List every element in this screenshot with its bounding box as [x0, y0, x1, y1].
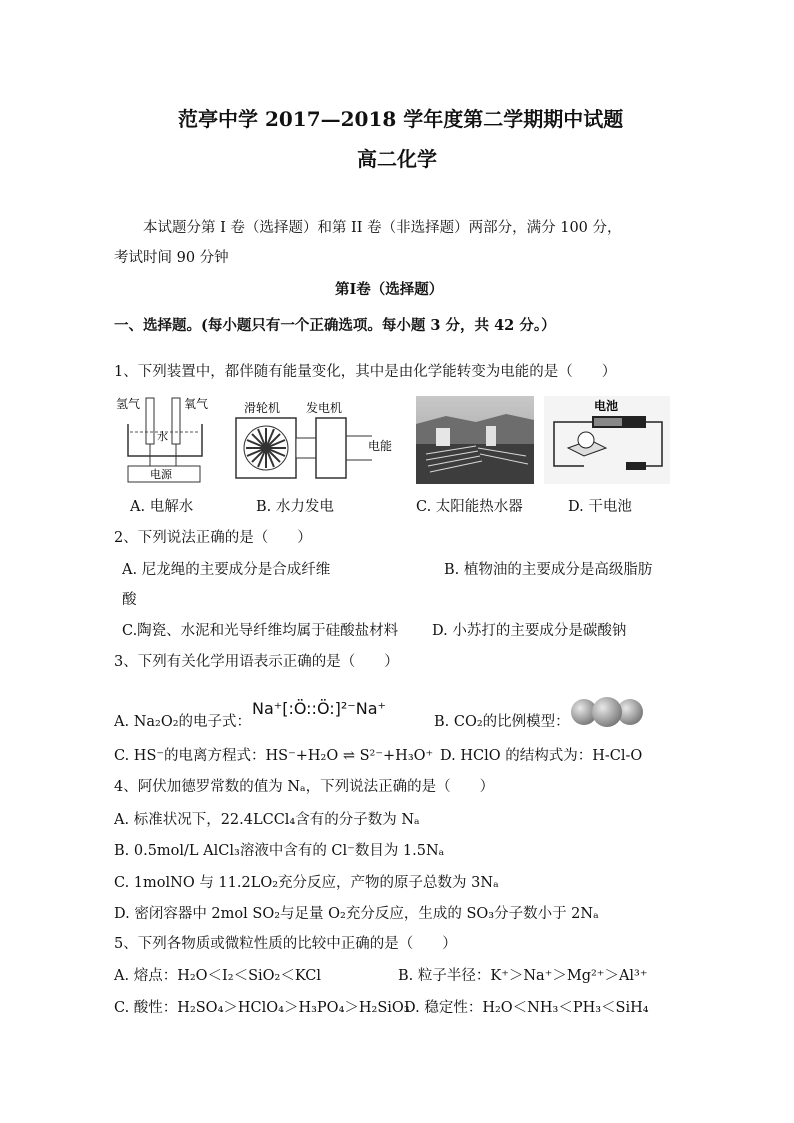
page-subtitle: 高二化学 — [357, 147, 437, 171]
fig-a-water-label: 水 — [157, 430, 168, 443]
q1-option-b: B. 水力发电 — [256, 499, 334, 515]
na2o2-electron-formula: Na⁺[:Ö::Ö:]²⁻Na⁺ — [252, 699, 386, 718]
q2-stem: 2、下列说法正确的是（ ） — [114, 530, 312, 546]
co2-space-filling-model — [570, 696, 646, 728]
q2-option-a: A. 尼龙绳的主要成分是合成纤维 — [122, 562, 331, 578]
q2-option-b-continued: 酸 — [122, 592, 137, 608]
q1-stem: 1、下列装置中，都伴随有能量变化，其中是由化学能转变为电能的是（ ） — [114, 364, 617, 380]
q4-option-d: D. 密闭容器中 2mol SO₂与足量 O₂充分反应，生成的 SO₃分子数小于 2Nₐ — [114, 906, 599, 922]
q1-option-d: D. 干电池 — [568, 499, 632, 515]
q4-option-c: C. 1molNO 与 11.2LO₂充分反应，产物的原子总数为 3Nₐ — [114, 875, 499, 891]
fig-a-hydrogen-label: 氢气 — [116, 397, 141, 411]
dry-cell-figure — [544, 396, 670, 484]
q3-option-c: C. HS⁻的电离方程式：HS⁻+H₂O ⇌ S²⁻+H₃O⁺ — [114, 748, 434, 764]
part-heading: 一、选择题。(每小题只有一个正确选项。每小题 3 分，共 42 分。） — [114, 317, 556, 334]
solar-heater-photo — [416, 396, 534, 484]
q1-option-a: A. 电解水 — [130, 499, 194, 515]
q2-option-b: B. 植物油的主要成分是高级脂肪 — [444, 562, 653, 578]
fig-a-power-label: 电源 — [150, 468, 172, 481]
intro-line-1: 本试题分第 I 卷（选择题）和第 II 卷（非选择题）两部分，满分 100 分， — [143, 220, 622, 236]
q5-option-b: B. 粒子半径：K⁺＞Na⁺＞Mg²⁺＞Al³⁺ — [398, 968, 648, 984]
q5-option-a: A. 熔点：H₂O＜I₂＜SiO₂＜KCl — [114, 968, 322, 984]
q4-option-a: A. 标准状况下，22.4LCCl₄含有的分子数为 Nₐ — [114, 812, 420, 828]
page-title: 范亭中学 2017—2018 学年度第二学期期中试题 — [178, 107, 624, 131]
fig-d-battery-label: 电池 — [594, 399, 619, 413]
fig-b-generator-label: 发电机 — [306, 401, 343, 415]
q5-option-d: D. 稳定性：H₂O＜NH₃＜PH₃＜SiH₄ — [404, 1000, 649, 1016]
fig-b-electricity-label: 电能 — [368, 439, 393, 453]
q1-option-c: C. 太阳能热水器 — [416, 499, 523, 515]
q3-option-a: A. Na₂O₂的电子式： — [114, 714, 252, 730]
q3-stem: 3、下列有关化学用语表示正确的是（ ） — [114, 654, 399, 670]
electrolysis-figure — [114, 392, 214, 484]
q3-option-b: B. CO₂的比例模型： — [434, 714, 570, 730]
q2-option-d: D. 小苏打的主要成分是碳酸钠 — [432, 623, 627, 639]
intro-line-2: 考试时间 90 分钟 — [114, 250, 229, 266]
q3-option-d: D. HClO 的结构式为：H-Cl-O — [440, 748, 643, 764]
q5-stem: 5、下列各物质或微粒性质的比较中正确的是（ ） — [114, 936, 457, 952]
q4-option-b: B. 0.5mol/L AlCl₃溶液中含有的 Cl⁻数目为 1.5Nₐ — [114, 843, 445, 859]
q5-option-c: C. 酸性：H₂SO₄＞HClO₄＞H₃PO₄＞H₂SiO₃ — [114, 1000, 410, 1016]
fig-a-oxygen-label: 氧气 — [184, 397, 209, 411]
q4-stem: 4、阿伏加德罗常数的值为 Nₐ，下列说法正确的是（ ） — [114, 779, 495, 795]
q2-option-c: C.陶瓷、水泥和光导纤维均属于硅酸盐材料 — [122, 623, 399, 639]
section-heading: 第Ⅰ卷（选择题） — [335, 281, 444, 298]
hydropower-figure — [232, 398, 400, 488]
fig-b-turbine-label: 滑轮机 — [244, 401, 281, 415]
